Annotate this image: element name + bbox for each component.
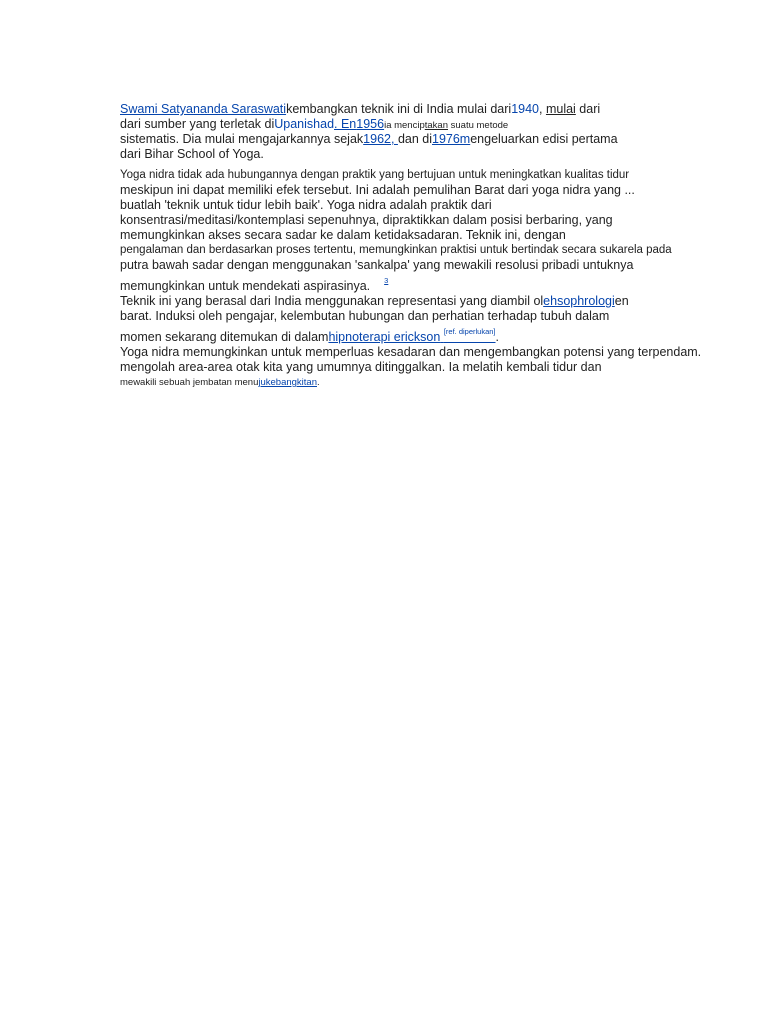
article-body — [120, 102, 720, 390]
line — [120, 375, 720, 390]
line — [120, 132, 720, 147]
reference-3[interactable]: 3 — [384, 276, 389, 285]
text: dari — [575, 102, 601, 116]
link-ciptakan[interactable]: takan — [424, 120, 448, 131]
link-text: hipnoterapi erickson — [328, 330, 441, 344]
line: dari Bihar School of Yoga. — [120, 147, 264, 161]
line — [120, 324, 720, 344]
line — [120, 294, 720, 309]
paragraph-history — [120, 102, 720, 162]
link-upanishad[interactable]: Upanishad — [274, 117, 335, 131]
line: Yoga nidra tidak ada hubungannya dengan praktik yang bertujuan untuk meningkatkan kualitas tidur — [120, 169, 630, 181]
line: barat. Induksi oleh pengajar, kelembutan hubungan dan perhatian terhadap tubuh dalam — [120, 309, 610, 323]
link-mulai[interactable]: mulai — [545, 102, 576, 116]
link-kebangkitan[interactable]: jukebangkitan — [258, 377, 317, 388]
text: dan di — [397, 132, 432, 146]
text: memungkinkan untuk mendekati aspirasinya. — [120, 279, 371, 293]
text: dari sumber yang terletak di — [120, 117, 275, 131]
text: . — [495, 330, 499, 344]
link-hipnoterapi-erickson[interactable] — [328, 327, 496, 344]
text: engeluarkan edisi pertama — [470, 132, 618, 146]
text: suatu metode — [448, 120, 509, 131]
link-1962[interactable]: 1962, — [363, 132, 398, 146]
paragraph-definition — [120, 168, 720, 293]
citation-needed: [ref. diperlukan] — [443, 327, 496, 336]
line: meskipun ini dapat memiliki efek tersebut. Ini adalah pemulihan Barat dari yoga nidra yang ... — [120, 183, 635, 197]
line: Yoga nidra memungkinkan untuk memperluas kesadaran dan mengembangkan potensi yang terpendam. — [120, 345, 702, 359]
line: pengalaman dan berdasarkan proses tertentu, memungkinkan praktisi untuk bertindak secara sukarela pada — [120, 244, 672, 256]
text: mewakili sebuah jembatan menu — [120, 377, 259, 388]
line — [120, 117, 720, 132]
line — [120, 102, 720, 117]
text: ia mencip — [384, 120, 425, 131]
text: en — [614, 294, 629, 308]
text: . — [317, 377, 320, 388]
line — [120, 273, 720, 293]
line: konsentrasi/meditasi/kontemplasi sepenuhnya, dipraktikkan dalam posisi berbaring, yang — [120, 213, 613, 227]
text: Teknik ini yang berasal dari India menggunakan representasi yang diambil ol — [120, 294, 544, 308]
link-sophrologi[interactable]: ehsophrologi — [543, 294, 615, 308]
link-1940[interactable]: 1940 — [511, 102, 539, 116]
line: putra bawah sadar dengan menggunakan 'sankalpa' yang mewakili resolusi pribadi untuknya — [120, 258, 634, 272]
paragraph-sophrology — [120, 294, 720, 344]
line: memungkinkan akses secara sadar ke dalam ketidaksadaran. Teknik ini, dengan — [120, 228, 566, 242]
text: , — [539, 102, 546, 116]
paragraph-benefits — [120, 345, 720, 390]
text: sistematis. Dia mulai mengajarkannya sejak — [120, 132, 364, 146]
line: buatlah 'teknik untuk tidur lebih baik'. Yoga nidra adalah praktik dari — [120, 198, 492, 212]
text: kembangkan teknik ini di India mulai dari — [286, 102, 512, 116]
link-ad[interactable]: . En — [334, 117, 357, 131]
line: mengolah area-area otak kita yang umumnya ditinggalkan. Ia melatih kembali tidur dan — [120, 360, 602, 374]
link-swami-satyananda-saraswati[interactable]: Swami Satyananda Saraswati — [120, 102, 287, 116]
text: momen sekarang ditemukan di dalam — [120, 330, 329, 344]
link-1956[interactable]: 1956 — [356, 117, 385, 131]
link-1976[interactable]: 1976m — [432, 132, 471, 146]
